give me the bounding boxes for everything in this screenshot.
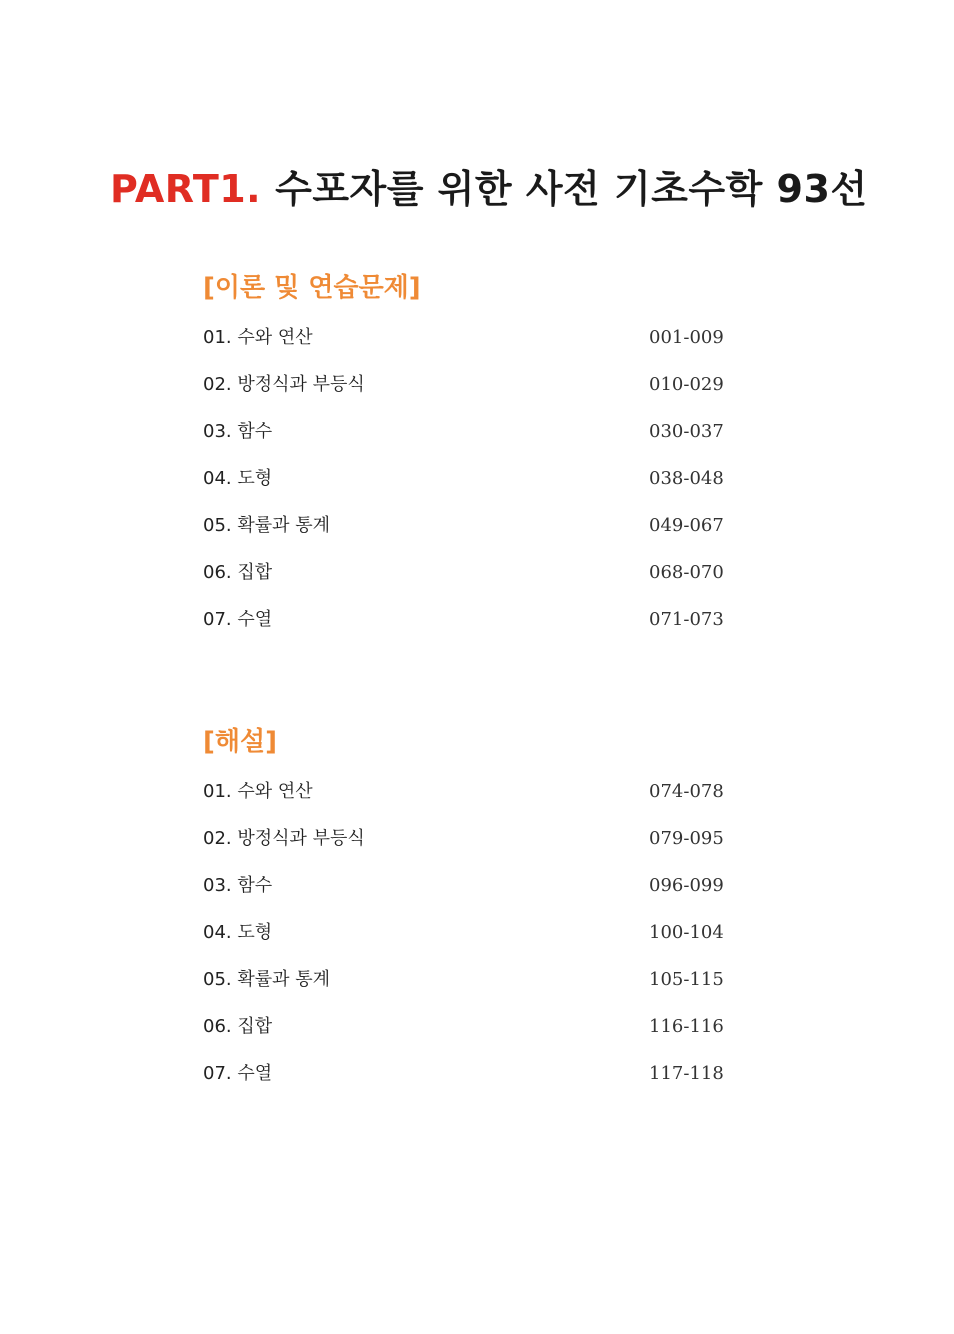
toc-row: [203, 549, 723, 596]
section-heading: [이론 및 연습문제]: [203, 273, 421, 303]
toc-page-range: 068-070: [649, 562, 724, 583]
toc-label: 04. 도형: [203, 468, 273, 489]
toc-row: [203, 1050, 723, 1097]
toc-label: 07. 수열: [203, 609, 273, 630]
section-heading: [해설]: [203, 727, 277, 757]
toc-page-range: 038-048: [649, 468, 724, 489]
toc-label: 03. 함수: [203, 421, 273, 442]
toc-label: 06. 집합: [203, 1016, 273, 1037]
toc-section-solutions: [203, 724, 723, 1097]
toc-page-range: 079-095: [649, 828, 724, 849]
toc-page-range: 030-037: [649, 421, 724, 442]
toc-label: 02. 방정식과 부등식: [203, 828, 365, 849]
toc-label: 01. 수와 연산: [203, 781, 313, 802]
toc-list: [203, 768, 723, 1097]
toc-row: [203, 1003, 723, 1050]
toc-page-range: 074-078: [649, 781, 724, 802]
toc-label: 03. 함수: [203, 875, 273, 896]
toc-label: 04. 도형: [203, 922, 273, 943]
toc-page-range: 116-116: [649, 1016, 724, 1037]
toc-label: 05. 확률과 통계: [203, 515, 331, 536]
toc-row: [203, 502, 723, 549]
toc-row: [203, 815, 723, 862]
toc-row: [203, 596, 723, 643]
toc-page-range: 010-029: [649, 374, 724, 395]
toc-list: [203, 314, 723, 643]
toc-page-range: 105-115: [649, 969, 724, 990]
toc-row: [203, 455, 723, 502]
toc-label: 02. 방정식과 부등식: [203, 374, 365, 395]
toc-row: [203, 408, 723, 455]
toc-label: 05. 확률과 통계: [203, 969, 331, 990]
toc-page-range: 001-009: [649, 327, 724, 348]
toc-row: [203, 314, 723, 361]
title-main-text: 수포자를 위한 사전 기초수학 93선: [275, 167, 868, 211]
toc-section-theory: [203, 270, 723, 643]
toc-row: [203, 361, 723, 408]
toc-page-range: 100-104: [649, 922, 724, 943]
toc-page-range: 117-118: [649, 1063, 724, 1084]
toc-page-range: 096-099: [649, 875, 724, 896]
toc-row: [203, 956, 723, 1003]
toc-row: [203, 909, 723, 956]
page-title: [110, 158, 868, 213]
title-part-label: PART1.: [110, 167, 262, 211]
toc-label: 07. 수열: [203, 1063, 273, 1084]
toc-page-range: 049-067: [649, 515, 724, 536]
toc-label: 06. 집합: [203, 562, 273, 583]
toc-label: 01. 수와 연산: [203, 327, 313, 348]
toc-page-range: 071-073: [649, 609, 724, 630]
toc-row: [203, 862, 723, 909]
toc-row: [203, 768, 723, 815]
